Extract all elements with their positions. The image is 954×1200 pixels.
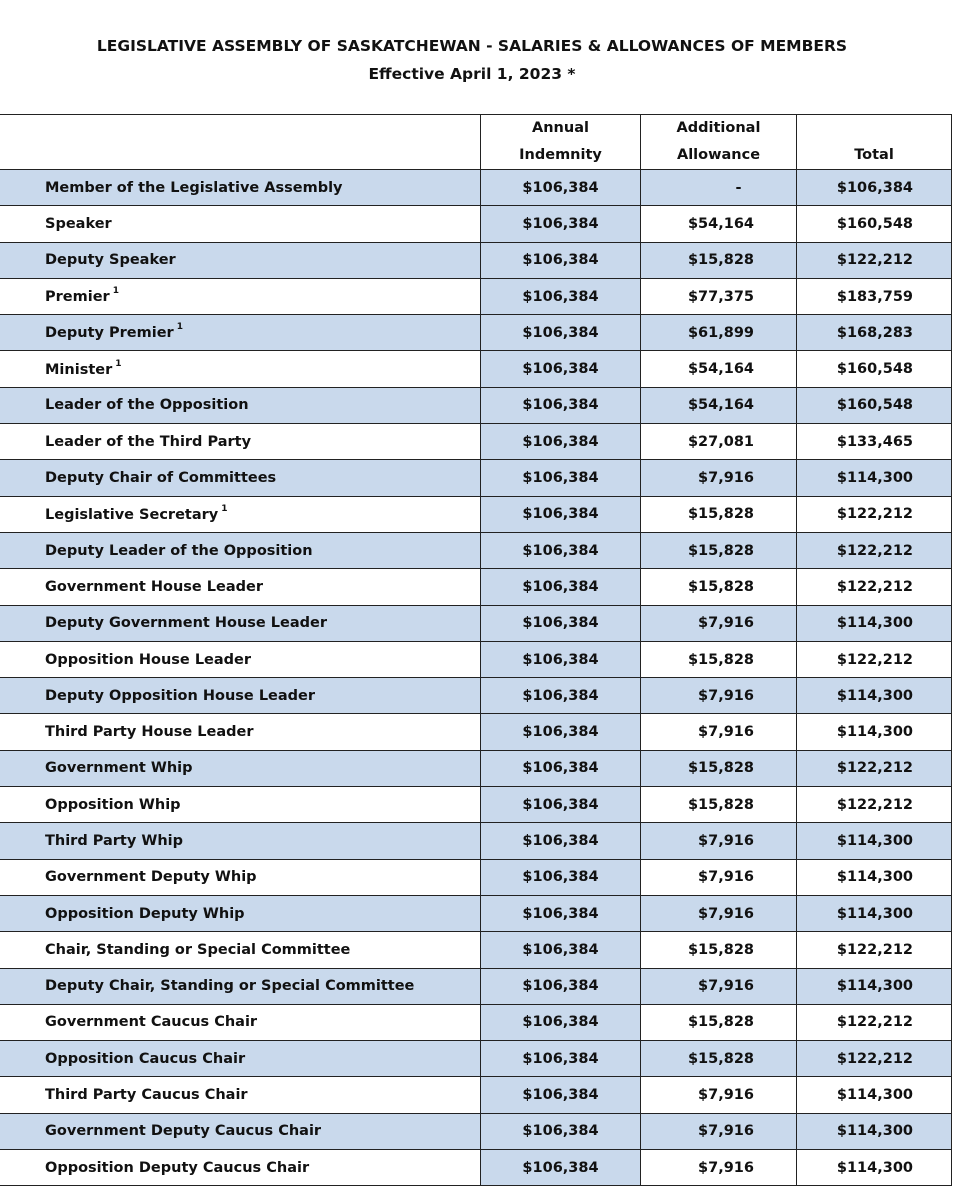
total-cell: $122,212 — [797, 641, 952, 677]
indemnity-cell: $106,384 — [481, 496, 641, 532]
position-label: Government Deputy Caucus Chair — [45, 1123, 322, 1140]
allowance-cell: $15,828 — [641, 496, 797, 532]
header-indemnity-line2: Indemnity — [519, 147, 602, 163]
table-row — [0, 859, 952, 895]
table-row — [0, 1113, 952, 1149]
table-row — [0, 641, 952, 677]
position-label: Premier — [45, 288, 110, 305]
position-label: Third Party Caucus Chair — [45, 1087, 248, 1104]
position-label: Member of the Legislative Assembly — [45, 179, 343, 196]
position-cell — [0, 750, 481, 786]
total-cell: $122,212 — [797, 1041, 952, 1077]
position-cell — [0, 1113, 481, 1149]
allowance-cell: $54,164 — [641, 206, 797, 242]
position-cell — [0, 823, 481, 859]
allowance-cell: $77,375 — [641, 278, 797, 314]
indemnity-cell: $106,384 — [481, 823, 641, 859]
footnote-marker: 1 — [115, 358, 122, 369]
position-label: Deputy Government House Leader — [45, 615, 328, 632]
position-cell — [0, 278, 481, 314]
allowance-cell: $7,916 — [641, 859, 797, 895]
table-row — [0, 278, 952, 314]
position-cell — [0, 206, 481, 242]
position-cell — [0, 532, 481, 568]
page-subtitle: Effective April 1, 2023 * — [368, 65, 576, 83]
position-label: Deputy Leader of the Opposition — [45, 542, 313, 559]
indemnity-cell: $106,384 — [481, 351, 641, 387]
header-allowance-line2: Allowance — [676, 147, 761, 163]
position-cell — [0, 242, 481, 278]
allowance-cell: $15,828 — [641, 569, 797, 605]
total-cell: $122,212 — [797, 496, 952, 532]
total-cell: $114,300 — [797, 460, 952, 496]
position-cell — [0, 351, 481, 387]
position-label: Leader of the Third Party — [45, 433, 252, 450]
position-cell — [0, 678, 481, 714]
header-row — [0, 115, 952, 170]
total-cell: $122,212 — [797, 932, 952, 968]
indemnity-cell: $106,384 — [481, 387, 641, 423]
header-indemnity — [481, 115, 641, 170]
total-cell: $114,300 — [797, 1150, 952, 1186]
allowance-cell: $7,916 — [641, 1077, 797, 1113]
position-label: Deputy Chair, Standing or Special Committee — [45, 978, 415, 995]
position-cell — [0, 714, 481, 750]
table-row — [0, 242, 952, 278]
position-label: Third Party House Leader — [45, 724, 254, 741]
header-allowance — [641, 115, 797, 170]
position-label: Opposition Deputy Caucus Chair — [45, 1159, 310, 1176]
position-label: Government House Leader — [45, 578, 264, 595]
indemnity-cell: $106,384 — [481, 1150, 641, 1186]
total-cell: $122,212 — [797, 532, 952, 568]
total-cell: $160,548 — [797, 351, 952, 387]
total-cell: $114,300 — [797, 714, 952, 750]
allowance-cell: $15,828 — [641, 787, 797, 823]
footnote-marker: 1 — [112, 286, 119, 297]
indemnity-cell: $106,384 — [481, 1077, 641, 1113]
total-cell: $122,212 — [797, 242, 952, 278]
table-row — [0, 387, 952, 423]
table-row — [0, 460, 952, 496]
table-row — [0, 823, 952, 859]
position-label: Legislative Secretary — [45, 506, 219, 523]
header-allowance-line1: Additional — [676, 120, 761, 136]
allowance-cell: $15,828 — [641, 750, 797, 786]
position-cell — [0, 170, 481, 206]
position-label: Government Deputy Whip — [45, 869, 257, 886]
position-label: Government Caucus Chair — [45, 1014, 258, 1031]
total-cell: $114,300 — [797, 859, 952, 895]
table-row — [0, 750, 952, 786]
allowance-cell: $7,916 — [641, 678, 797, 714]
indemnity-cell: $106,384 — [481, 605, 641, 641]
position-cell — [0, 787, 481, 823]
table-row — [0, 1004, 952, 1040]
header-total — [797, 115, 952, 170]
salary-table — [0, 114, 952, 1186]
table-row — [0, 895, 952, 931]
allowance-cell: $7,916 — [641, 605, 797, 641]
indemnity-cell: $106,384 — [481, 1113, 641, 1149]
page-title: LEGISLATIVE ASSEMBLY OF SASKATCHEWAN - SALARIES & ALLOWANCES OF MEMBERS — [96, 37, 848, 55]
table-row — [0, 1150, 952, 1186]
indemnity-cell: $106,384 — [481, 1004, 641, 1040]
total-cell: $114,300 — [797, 1077, 952, 1113]
position-label: Opposition Whip — [45, 796, 181, 813]
indemnity-cell: $106,384 — [481, 932, 641, 968]
position-label: Deputy Chair of Committees — [45, 470, 277, 487]
allowance-cell: $15,828 — [641, 641, 797, 677]
table-row — [0, 532, 952, 568]
table-row — [0, 206, 952, 242]
header-total-label: Total — [854, 147, 894, 163]
total-cell: $168,283 — [797, 315, 952, 351]
footnote-marker: 1 — [221, 503, 228, 514]
position-cell — [0, 1150, 481, 1186]
indemnity-cell: $106,384 — [481, 315, 641, 351]
allowance-cell: - — [641, 170, 797, 206]
allowance-cell: $15,828 — [641, 932, 797, 968]
allowance-cell: $7,916 — [641, 823, 797, 859]
total-cell: $114,300 — [797, 605, 952, 641]
allowance-cell: $7,916 — [641, 1150, 797, 1186]
position-cell — [0, 968, 481, 1004]
table-row — [0, 351, 952, 387]
table-row — [0, 1041, 952, 1077]
table-row — [0, 496, 952, 532]
header-position — [0, 115, 481, 170]
table-row — [0, 424, 952, 460]
allowance-cell: $15,828 — [641, 242, 797, 278]
position-cell — [0, 641, 481, 677]
indemnity-cell: $106,384 — [481, 170, 641, 206]
indemnity-cell: $106,384 — [481, 532, 641, 568]
position-cell — [0, 1041, 481, 1077]
allowance-cell: $15,828 — [641, 1041, 797, 1077]
total-cell: $122,212 — [797, 787, 952, 823]
allowance-cell: $15,828 — [641, 532, 797, 568]
total-cell: $114,300 — [797, 968, 952, 1004]
position-label: Opposition Deputy Whip — [45, 905, 245, 922]
position-cell — [0, 859, 481, 895]
indemnity-cell: $106,384 — [481, 750, 641, 786]
allowance-cell: $7,916 — [641, 460, 797, 496]
position-cell — [0, 1004, 481, 1040]
allowance-cell: $15,828 — [641, 1004, 797, 1040]
total-cell: $106,384 — [797, 170, 952, 206]
position-cell — [0, 496, 481, 532]
allowance-cell: $54,164 — [641, 387, 797, 423]
allowance-cell: $27,081 — [641, 424, 797, 460]
indemnity-cell: $106,384 — [481, 242, 641, 278]
position-label: Opposition House Leader — [45, 651, 252, 668]
table-row — [0, 315, 952, 351]
allowance-cell: $7,916 — [641, 714, 797, 750]
table-row — [0, 714, 952, 750]
total-cell: $122,212 — [797, 569, 952, 605]
allowance-cell: $7,916 — [641, 1113, 797, 1149]
total-cell: $114,300 — [797, 1113, 952, 1149]
indemnity-cell: $106,384 — [481, 641, 641, 677]
position-cell — [0, 315, 481, 351]
position-label: Leader of the Opposition — [45, 397, 249, 414]
position-cell — [0, 424, 481, 460]
total-cell: $160,548 — [797, 206, 952, 242]
total-cell: $114,300 — [797, 895, 952, 931]
table-row — [0, 932, 952, 968]
position-label: Deputy Opposition House Leader — [45, 687, 316, 704]
table-row — [0, 605, 952, 641]
allowance-cell: $54,164 — [641, 351, 797, 387]
indemnity-cell: $106,384 — [481, 424, 641, 460]
table-row — [0, 787, 952, 823]
position-cell — [0, 387, 481, 423]
total-cell: $122,212 — [797, 1004, 952, 1040]
table-row — [0, 569, 952, 605]
position-cell — [0, 569, 481, 605]
indemnity-cell: $106,384 — [481, 968, 641, 1004]
indemnity-cell: $106,384 — [481, 460, 641, 496]
position-cell — [0, 932, 481, 968]
indemnity-cell: $106,384 — [481, 1041, 641, 1077]
table-row — [0, 170, 952, 206]
position-label: Third Party Whip — [45, 832, 184, 849]
total-cell: $183,759 — [797, 278, 952, 314]
total-cell: $114,300 — [797, 678, 952, 714]
indemnity-cell: $106,384 — [481, 278, 641, 314]
position-label: Government Whip — [45, 760, 193, 777]
header-indemnity-line1: Annual — [532, 120, 589, 136]
position-cell — [0, 1077, 481, 1113]
allowance-cell: $7,916 — [641, 968, 797, 1004]
total-cell: $133,465 — [797, 424, 952, 460]
allowance-cell: $61,899 — [641, 315, 797, 351]
allowance-cell: $7,916 — [641, 895, 797, 931]
position-cell — [0, 460, 481, 496]
position-label: Chair, Standing or Special Committee — [45, 941, 351, 958]
indemnity-cell: $106,384 — [481, 206, 641, 242]
footnote-marker: 1 — [176, 322, 183, 333]
position-label: Minister — [45, 361, 113, 378]
indemnity-cell: $106,384 — [481, 714, 641, 750]
total-cell: $122,212 — [797, 750, 952, 786]
indemnity-cell: $106,384 — [481, 895, 641, 931]
total-cell: $114,300 — [797, 823, 952, 859]
position-label: Speaker — [45, 215, 112, 232]
position-label: Opposition Caucus Chair — [45, 1050, 246, 1067]
indemnity-cell: $106,384 — [481, 569, 641, 605]
table-row — [0, 678, 952, 714]
position-cell — [0, 895, 481, 931]
position-label: Deputy Speaker — [45, 252, 176, 269]
indemnity-cell: $106,384 — [481, 678, 641, 714]
position-label: Deputy Premier — [45, 325, 174, 342]
table-row — [0, 1077, 952, 1113]
position-cell — [0, 605, 481, 641]
indemnity-cell: $106,384 — [481, 787, 641, 823]
table-row — [0, 968, 952, 1004]
indemnity-cell: $106,384 — [481, 859, 641, 895]
total-cell: $160,548 — [797, 387, 952, 423]
